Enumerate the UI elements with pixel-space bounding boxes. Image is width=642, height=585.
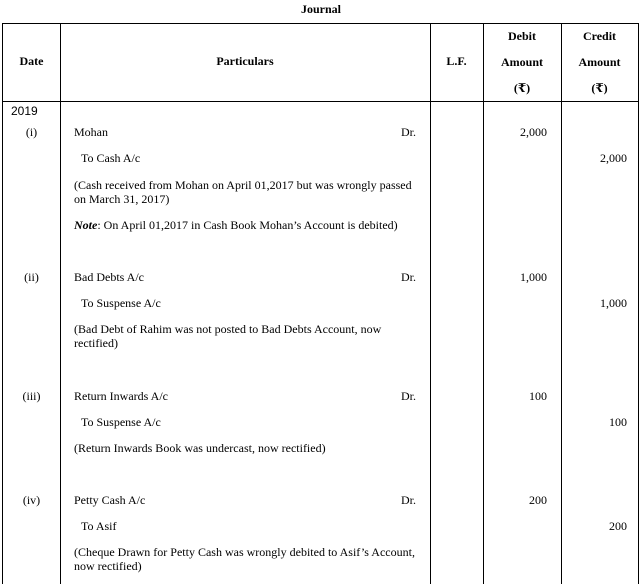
debit-amount: 1,000 <box>520 270 547 284</box>
narration: (Cheque Drawn for Petty Cash was wrongly debited to Asif’s Account, now rectified) <box>74 545 415 573</box>
entry-year: 2019 <box>11 104 38 118</box>
column-header-debit-currency: (₹) <box>513 81 531 95</box>
column-divider <box>638 24 639 584</box>
credit-account: To Suspense A/c <box>81 415 161 429</box>
note <box>74 218 398 233</box>
credit-account: To Suspense A/c <box>81 296 161 310</box>
debit-amount: 2,000 <box>520 125 547 139</box>
debit-amount: 100 <box>529 389 547 403</box>
narration: (Return Inwards Book was undercast, now rectified) <box>74 441 326 455</box>
debit-account: Petty Cash A/c <box>74 493 146 507</box>
column-divider <box>60 24 61 584</box>
dr-marker: Dr. <box>401 389 416 403</box>
credit-amount: 200 <box>609 519 627 533</box>
column-header-credit: Credit <box>582 29 617 43</box>
page-title: Journal <box>300 2 341 16</box>
dr-marker: Dr. <box>401 270 416 284</box>
dr-marker: Dr. <box>401 493 416 507</box>
column-header-debit-amount: Amount <box>500 55 543 69</box>
narration: (Cash received from Mohan on April 01,2017 but was wrongly passed on March 31, 2017) <box>74 178 412 206</box>
debit-account: Mohan <box>74 125 108 139</box>
debit-amount: 200 <box>529 493 547 507</box>
column-header-lf: L.F. <box>446 54 467 68</box>
debit-account: Bad Debts A/c <box>74 270 144 284</box>
column-header-credit-amount: Amount <box>578 55 621 69</box>
note-label: Note <box>74 218 98 232</box>
credit-account: To Asif <box>81 519 117 533</box>
column-divider <box>430 24 431 584</box>
entry-number: (iv) <box>22 493 41 507</box>
entry-number: (iii) <box>22 389 41 403</box>
narration: (Bad Debt of Rahim was not posted to Bad Debts Account, now rectified) <box>74 322 382 350</box>
column-header-credit-currency: (₹) <box>591 81 608 95</box>
column-header-date: Date <box>19 54 44 68</box>
note-text: : On April 01,2017 in Cash Book Mohan’s Account is debited) <box>97 218 398 232</box>
column-header-debit: Debit <box>508 29 536 43</box>
column-header-particulars: Particulars <box>216 54 274 68</box>
dr-marker: Dr. <box>401 125 416 139</box>
debit-account: Return Inwards A/c <box>74 389 168 403</box>
journal-table <box>2 23 639 584</box>
credit-account: To Cash A/c <box>81 151 141 165</box>
header-divider <box>3 101 639 102</box>
credit-amount: 2,000 <box>600 151 627 165</box>
entry-number: (i) <box>25 125 38 139</box>
entry-number: (ii) <box>24 270 39 284</box>
credit-amount: 1,000 <box>600 296 627 310</box>
credit-amount: 100 <box>609 415 627 429</box>
